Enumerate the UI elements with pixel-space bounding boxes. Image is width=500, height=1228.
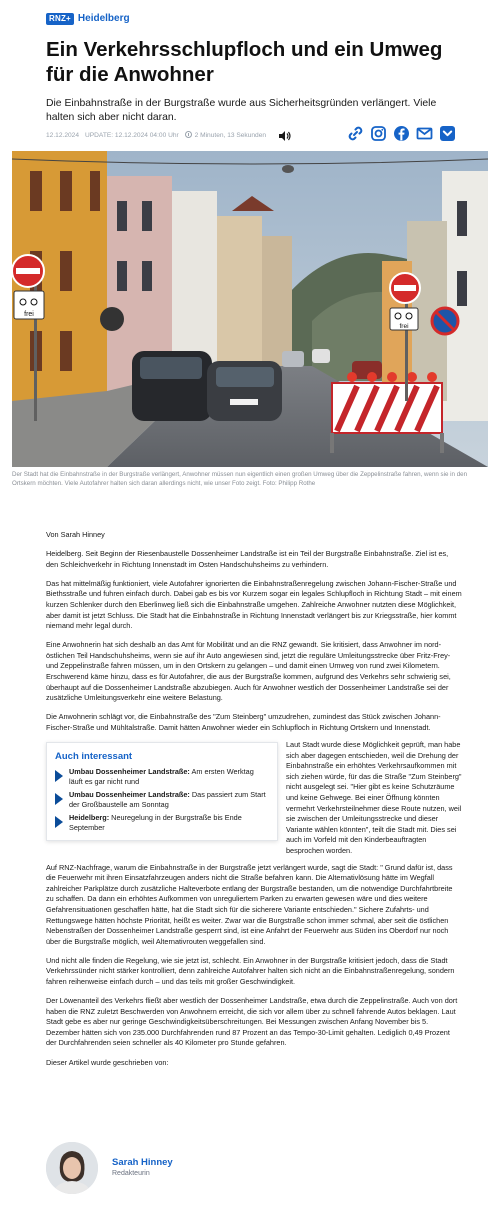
publish-date: 12.12.2024 <box>46 131 80 139</box>
related-articles-list <box>55 767 269 833</box>
related-article-link[interactable] <box>55 813 269 833</box>
author-avatar <box>46 1142 98 1194</box>
update-time: UPDATE: 12.12.2024 04:00 Uhr <box>85 131 179 139</box>
mail-icon[interactable] <box>415 124 433 142</box>
paragraph-8: Der Löwenanteil des Verkehrs fließt aber westlich der Dossenheimer Landstraße, etwa durch die Zeppelinstraße. Auch von dort haben die RNZ zuletzt Beschwerden von Anwohnern erreicht, die sich vor allem über zu schnell fahrende Autos beklagen. Laut Stadt gebe es aber nur geringe Geschwindigkeitsüberschreitungen. Bei Messungen zwischen Anfang November bis 5. Dezember hätten sich von 235.000 Durchfahrenden rund 87 Prozent an das Tempo-30-Limit gehalten. Lediglich 0,49 Prozent der Durchfahrenden seien schneller als 40 Kilometer pro Stunde gefahren. <box>46 996 458 1048</box>
related-article-text <box>69 813 269 833</box>
paragraph-3: Eine Anwohnerin hat sich deshalb an das Amt für Mobilität und an die RNZ gewandt. Sie kritisiert, dass Anwohner im nord-östlichen Teil Handschuhsheims, wenn sie auf ihr Auto angewiesen sind, jetzt die reguläre Umleitungsstrecke über Fritz-Frey- und Zeppelinstraße fahren müssen, um in den Ortskern zu gelangen – und damit einen Umweg von rund zwei Kilometern. Erschwerend käme hinzu, dass es für Autofahrer, die aus der Burgstraße kommen, aufgrund des Verkehrs sehr schwierig sei, überhaupt auf die Dossenheimer Landstraße abzubiegen. Auch für Anwohner westlich der Dossenheimer Landstraße sei der zusätzliche Umleitungsverkehr eine weitere Belastung. <box>46 640 451 703</box>
paragraph-6: Auf RNZ-Nachfrage, warum die Einbahnstraße in der Burgstraße jetzt verlängert wurde, sagt die Stadt: " Grund dafür ist, dass die Feuerwehr mit ihren Einsatzfahrzeugen anders nicht die Straße befahren kann. Die Alternativlösung hätte im Wegfall zahlreicher Parkplätze durch zusätzliche Halteverbote entlang der Burgstraße bestanden, um die notwendige Durchfahrtbreite zu schaffen. Da dann ein erhöhtes Aufkommen von unreguliertem Parken zu erwarten gewesen wäre und dies weitere Gefahrensituationen geschaffen hätte, hat die Stadt sich für die sicherere Variante entschieden." Sichere Zufahrts- und Rettungswege hätten höchste Priorität, heißt es weiter. Zwar war die Burgstraße schon immer schmal, aber seit die östlichen Nebenstraßen der Dossenheimer Landstraße gesperrt sind, ist eine Anfahrt der Feuerwehr aus Süden ins Oberdorf nur noch über die Burgstraße möglich, weil Alternativrouten weggefallen sind. <box>46 862 453 946</box>
section-header <box>46 13 130 25</box>
speaker-icon[interactable] <box>278 129 292 141</box>
photo-caption: Der Stadt hat die Einbahnstraße in der Burgstraße verlängert, Anwohner müssen nun eigentlich einen großen Umweg über die Zeppelinstraße fahren, wenn sie in den Ortskern möchten. Viele Autofahrer halten sich daran allerdings nicht, wie unser Foto zeigt. Foto: Philipp Rothe <box>12 471 468 487</box>
share-icons <box>346 124 456 142</box>
reading-time <box>185 131 266 139</box>
link-icon[interactable] <box>346 124 364 142</box>
bike-sign-text-right: frei <box>399 323 409 330</box>
article-photo <box>12 151 488 467</box>
related-article-link[interactable] <box>55 767 269 787</box>
related-article-title: Neuregelung in der Burgstraße bis Ende September <box>69 813 242 832</box>
related-article-title: Das passiert zum Start der Großbaustelle am Sonntag <box>69 790 266 809</box>
related-article-topic: Heidelberg: <box>69 813 110 822</box>
related-article-title: Am ersten Werktag läuft es gar nicht rund <box>69 767 254 786</box>
clock-icon <box>185 131 192 138</box>
paragraph-5: Laut Stadt wurde diese Möglichkeit geprüft, man habe sich aber dagegen entschieden, weil die Drehung der Einbahnstraße ein erhöhtes Verkehrsaufkommen mit sich ziehen würde, für das die Straße "Zum Steinberg" nicht ausgelegt sei. "Hier gibt es keine Schutzräume und keine Gehwege. Bei einer Öffnung könnten vermehrt Verkehrsteilnehmer diese Route nutzen, weil sie zwischen der Umleitungsstrecke und dieser Variante wählen könnten", teilt die Stadt mit. Dies sei auch im Vorfeld mit den Kinderbeauftragten besprochen worden. <box>286 740 462 855</box>
bike-sign-text-left: frei <box>24 311 34 318</box>
author-card[interactable] <box>46 1142 173 1194</box>
article-byline: Von Sarah Hinney <box>46 530 105 539</box>
author-label: Dieser Artikel wurde geschrieben von: <box>46 1057 169 1067</box>
author-role: Redakteurin <box>112 1170 150 1177</box>
triangle-right-icon <box>55 793 63 805</box>
triangle-right-icon <box>55 770 63 782</box>
paragraph-2: Das hat mittelmäßig funktioniert, viele Autofahrer ignorierten die Einbahnstraßenregelung zwischen Johann-Fischer-Straße und Biethsstraße und fuhren einfach durch. Dabei gab es bis vor Kurzem sogar ein legales Schlupfloch in Richtung Stadt – mit einem kurzen Schlenker durch den Eberlinweg ließ sich die Einbahnstraße umgehen. Zahlreiche Anwohner nutzten diese Möglichkeit, aber damit ist jetzt Schluss. Die Stadt hat die Einbahnstraße in Richtung Innenstadt verlängert bis zur Kriegsstraße, hier kommt niemand mehr legal durch. <box>46 578 462 631</box>
related-article-text <box>69 790 269 810</box>
triangle-right-icon <box>55 816 63 828</box>
interest-row <box>46 742 462 857</box>
author-name[interactable]: Sarah Hinney <box>112 1157 173 1168</box>
instagram-icon[interactable] <box>369 124 387 142</box>
paragraph-4: Die Anwohnerin schlägt vor, die Einbahnstraße des "Zum Steinberg" umzudrehen, zumindest das Stück zwischen Johann-Fischer-Straße und Mühltalstraße. Damit hätten Anwohner wieder ein Schlupfloch in Richtung Ortskern und Innenstadt. <box>46 712 441 732</box>
related-articles-box <box>46 742 278 841</box>
related-article-link[interactable] <box>55 790 269 810</box>
rnz-plus-badge: RNZ+ <box>46 13 74 25</box>
related-article-topic: Umbau Dossenheimer Landstraße: <box>69 790 190 799</box>
paragraph-1: Heidelberg. Seit Beginn der Riesenbaustelle Dossenheimer Landstraße ist ein Teil der Burgstraße Einbahnstraße. Ziel ist es, den Schleichverkehr in Richtung Innenstadt im Osten Handschuhsheims zu verhindern. <box>46 549 449 569</box>
author-info <box>112 1157 173 1179</box>
article-meta <box>46 131 266 139</box>
article-lead: Die Einbahnstraße in der Burgstraße wurde aus Sicherheitsgründen verlängert. Viele halten sich aber nicht daran. <box>46 98 437 123</box>
related-articles-title: Auch interessant <box>55 751 133 762</box>
meta-bar <box>46 124 456 146</box>
section-link-heidelberg[interactable]: Heidelberg <box>77 13 130 24</box>
related-article-topic: Umbau Dossenheimer Landstraße: <box>69 767 190 776</box>
more-chevron-icon[interactable] <box>438 124 456 142</box>
paragraph-7: Und nicht alle finden die Regelung, wie sie jetzt ist, schlecht. Ein Anwohner in der Burgstraße kritisiert jedoch, dass die Stadt Verkehrssünder nicht stärker kontrolliert, denn zahlreiche Autofahrer halten sich nicht an die Einbahnstraßenregelung, sondern fahren reihenweise einfach durch – und das teils mit großer Geschwindigkeit. <box>46 955 455 986</box>
article-headline: Ein Verkehrsschlupfloch und ein Umweg für die Anwohner <box>46 38 443 86</box>
facebook-icon[interactable] <box>392 124 410 142</box>
reading-time-label: 2 Minuten, 13 Sekunden <box>194 132 267 139</box>
related-article-text <box>69 767 269 787</box>
article-body <box>46 530 462 1077</box>
